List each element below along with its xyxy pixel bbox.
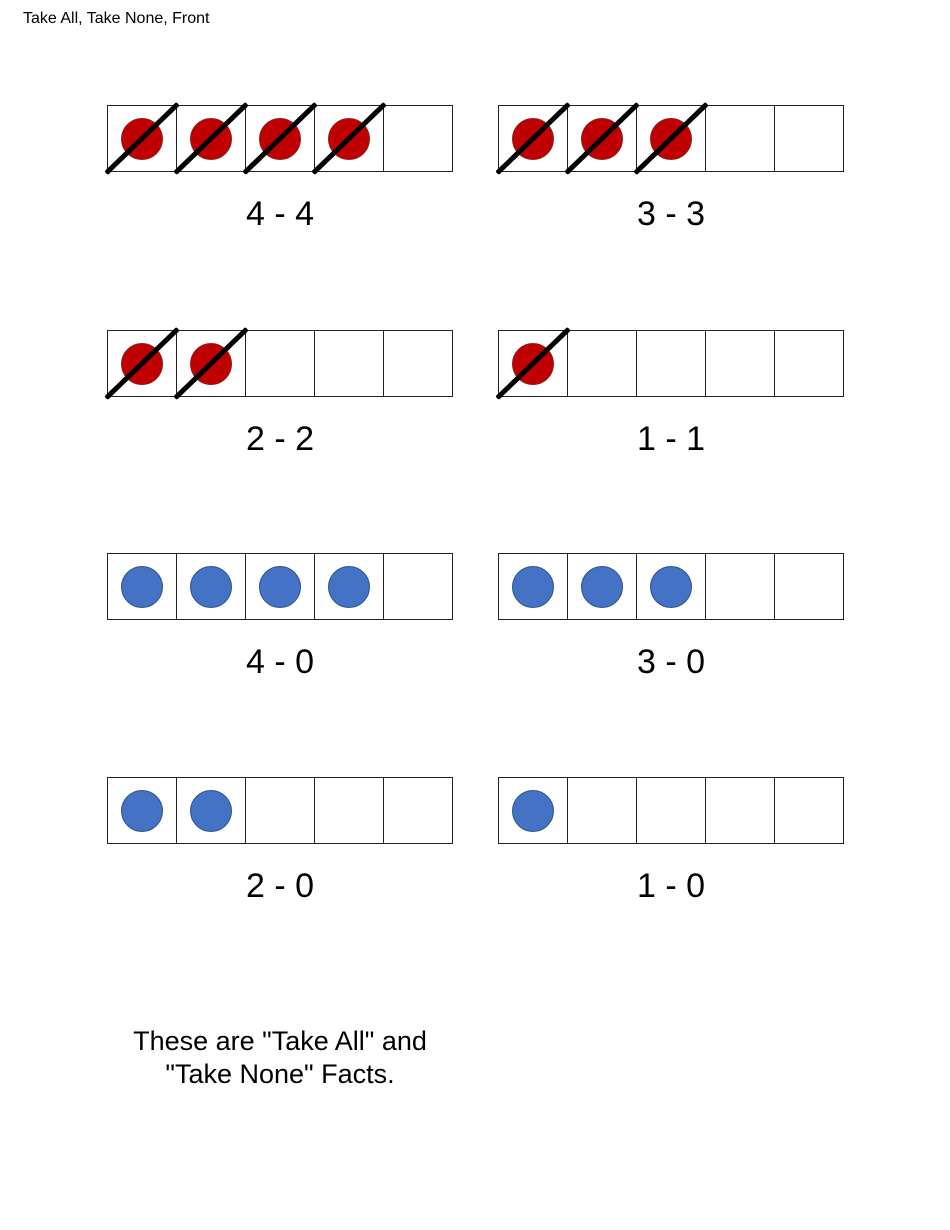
frame-cell bbox=[568, 554, 637, 619]
blue-counter bbox=[190, 790, 232, 832]
blue-counter bbox=[512, 790, 554, 832]
cross-out-slash bbox=[242, 102, 317, 175]
five-frame bbox=[498, 105, 844, 172]
blue-counter bbox=[190, 566, 232, 608]
frame-cell bbox=[568, 331, 637, 396]
frame-cell bbox=[499, 778, 568, 843]
blue-counter bbox=[121, 566, 163, 608]
equation-label: 4 - 0 bbox=[245, 643, 315, 681]
equation-label: 3 - 3 bbox=[636, 195, 706, 233]
frame-cell bbox=[315, 778, 384, 843]
frame-cell bbox=[246, 554, 315, 619]
frame-cell bbox=[775, 778, 843, 843]
problem-3-minus-3 bbox=[498, 105, 844, 234]
equation-label: 3 - 0 bbox=[636, 643, 706, 681]
frame-cell bbox=[637, 106, 706, 171]
cross-out-slash bbox=[311, 102, 386, 175]
frame-cell bbox=[775, 106, 843, 171]
frame-cell bbox=[315, 106, 384, 171]
frame-cell bbox=[499, 331, 568, 396]
summary-line-2: "Take None" Facts. bbox=[165, 1059, 395, 1089]
five-frame bbox=[107, 553, 453, 620]
frame-cell bbox=[108, 331, 177, 396]
frame-cell bbox=[384, 778, 452, 843]
five-frame bbox=[107, 777, 453, 844]
five-frame bbox=[498, 330, 844, 397]
problem-2-minus-0 bbox=[107, 777, 453, 906]
frame-cell bbox=[246, 106, 315, 171]
cross-out-slash bbox=[495, 327, 570, 400]
problem-4-minus-0 bbox=[107, 553, 453, 682]
frame-cell bbox=[108, 778, 177, 843]
frame-cell bbox=[384, 106, 452, 171]
cross-out-slash bbox=[104, 327, 179, 400]
frame-cell bbox=[246, 331, 315, 396]
frame-cell bbox=[246, 778, 315, 843]
frame-cell bbox=[706, 331, 775, 396]
five-frame bbox=[498, 777, 844, 844]
blue-counter bbox=[121, 790, 163, 832]
frame-cell bbox=[637, 331, 706, 396]
cross-out-slash bbox=[633, 102, 708, 175]
cross-out-slash bbox=[104, 102, 179, 175]
equation-label: 2 - 2 bbox=[245, 420, 315, 458]
cross-out-slash bbox=[564, 102, 639, 175]
cross-out-slash bbox=[173, 327, 248, 400]
frame-cell bbox=[177, 778, 246, 843]
five-frame bbox=[498, 553, 844, 620]
frame-cell bbox=[177, 554, 246, 619]
frame-cell bbox=[315, 331, 384, 396]
page-title: Take All, Take None, Front bbox=[23, 10, 210, 27]
frame-cell bbox=[637, 778, 706, 843]
frame-cell bbox=[499, 554, 568, 619]
blue-counter bbox=[650, 566, 692, 608]
problem-1-minus-0 bbox=[498, 777, 844, 906]
five-frame bbox=[107, 330, 453, 397]
problem-3-minus-0 bbox=[498, 553, 844, 682]
frame-cell bbox=[177, 106, 246, 171]
equation-label: 1 - 0 bbox=[636, 867, 706, 905]
frame-cell bbox=[108, 554, 177, 619]
frame-cell bbox=[775, 554, 843, 619]
frame-cell bbox=[706, 106, 775, 171]
frame-cell bbox=[315, 554, 384, 619]
equation-label: 1 - 1 bbox=[636, 420, 706, 458]
frame-cell bbox=[706, 554, 775, 619]
equation-label: 2 - 0 bbox=[245, 867, 315, 905]
frame-cell bbox=[499, 106, 568, 171]
problem-1-minus-1 bbox=[498, 330, 844, 459]
cross-out-slash bbox=[173, 102, 248, 175]
frame-cell bbox=[775, 331, 843, 396]
frame-cell bbox=[108, 106, 177, 171]
problem-4-minus-4 bbox=[107, 105, 453, 234]
equation-label: 4 - 4 bbox=[245, 195, 315, 233]
frame-cell bbox=[177, 331, 246, 396]
blue-counter bbox=[512, 566, 554, 608]
summary-line-1: These are "Take All" and bbox=[133, 1026, 427, 1056]
frame-cell bbox=[637, 554, 706, 619]
blue-counter bbox=[259, 566, 301, 608]
frame-cell bbox=[384, 554, 452, 619]
summary-note bbox=[110, 1025, 450, 1091]
blue-counter bbox=[581, 566, 623, 608]
frame-cell bbox=[706, 778, 775, 843]
frame-cell bbox=[568, 106, 637, 171]
blue-counter bbox=[328, 566, 370, 608]
problem-2-minus-2 bbox=[107, 330, 453, 459]
frame-cell bbox=[384, 331, 452, 396]
frame-cell bbox=[568, 778, 637, 843]
cross-out-slash bbox=[495, 102, 570, 175]
five-frame bbox=[107, 105, 453, 172]
